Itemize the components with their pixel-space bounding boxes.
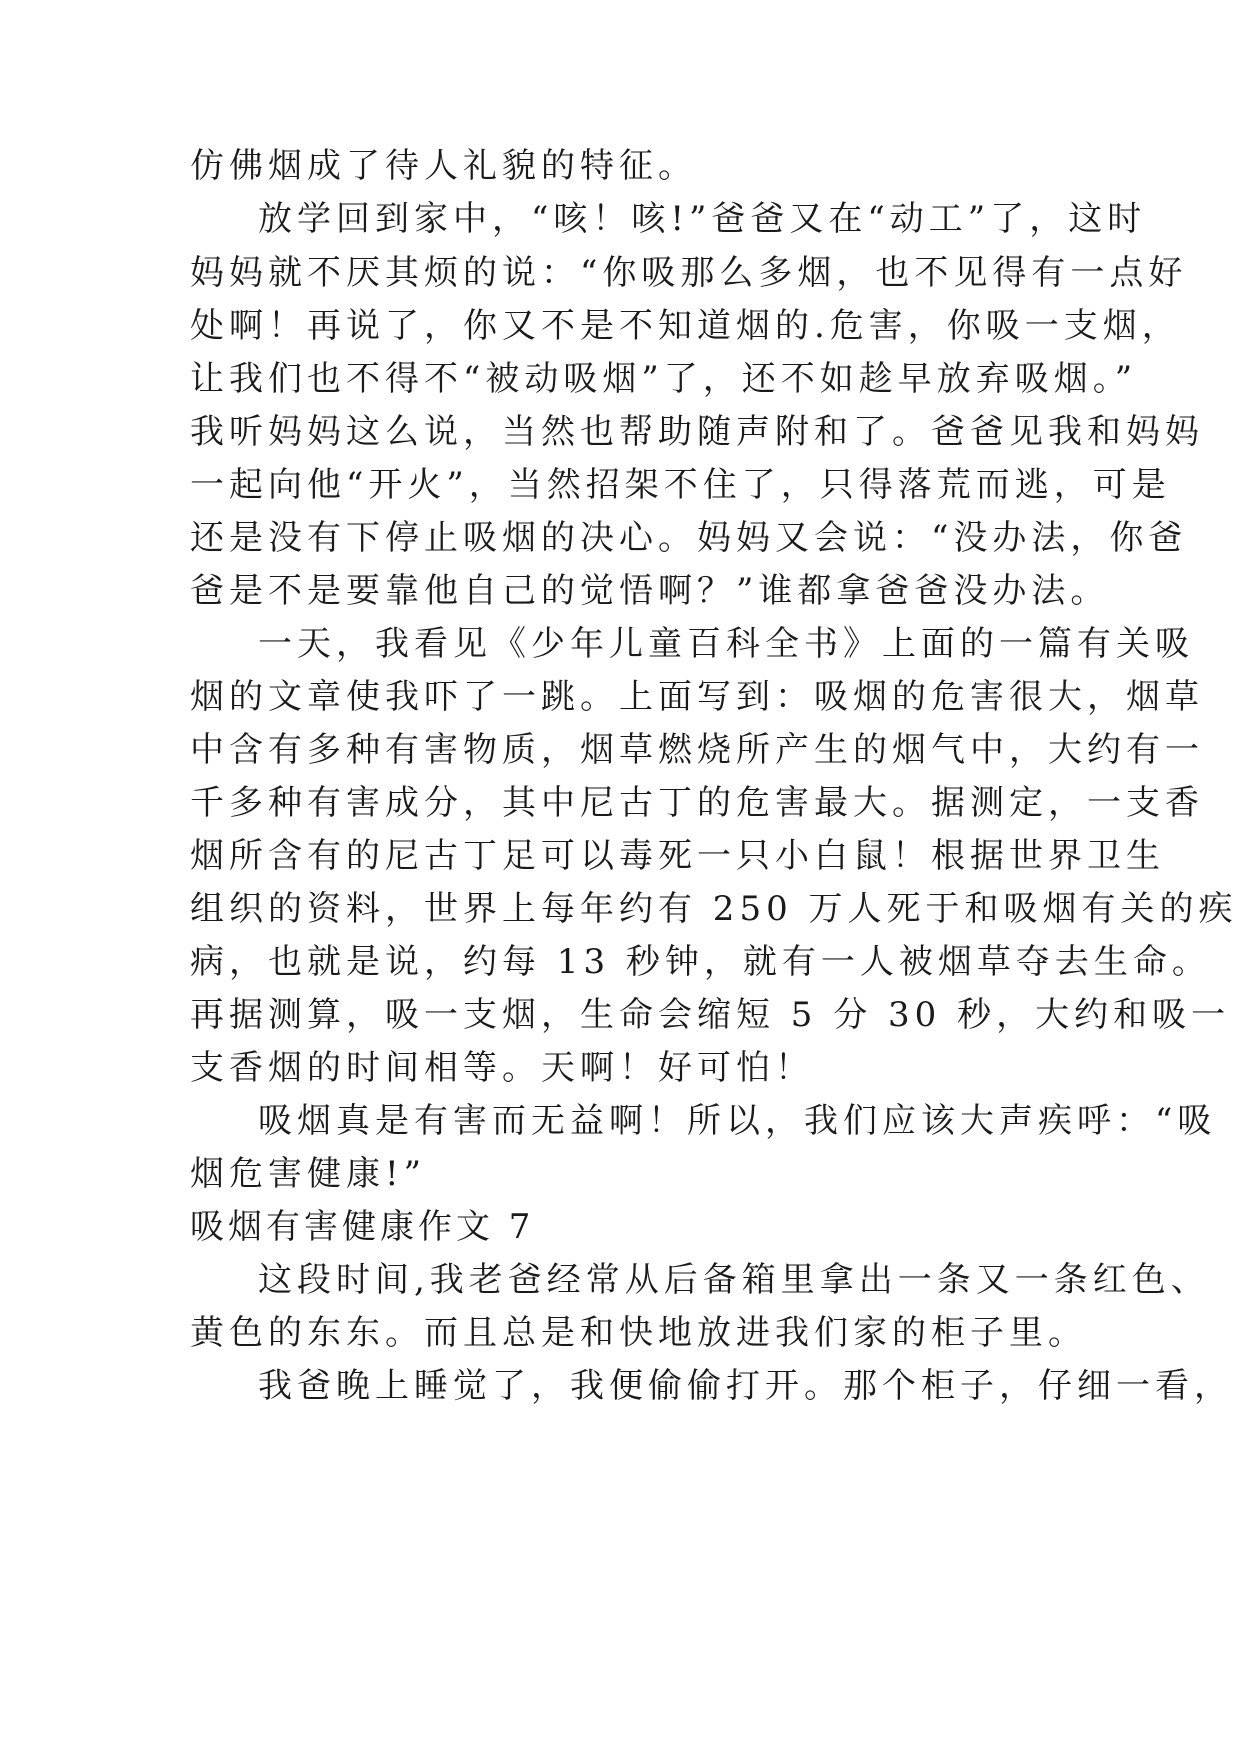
text-line: 黄色的东东。而且总是和快地放进我们家的柜子里。: [190, 1313, 1087, 1353]
text-line: 一起向他“开火”，当然招架不住了，只得落荒而逃，可是: [190, 465, 1171, 505]
text-line: 仿佛烟成了待人礼貌的特征。: [190, 146, 697, 186]
text-line: 病，也就是说，约每 13 秒钟，就有一人被烟草夺去生命。: [190, 942, 1211, 982]
text-line: 千多种有害成分，其中尼古丁的危害最大。据测定，一支香: [190, 783, 1204, 823]
text-line: 烟所含有的尼古丁足可以毒死一只小白鼠！根据世界卫生: [190, 836, 1165, 876]
text-line: 妈妈就不厌其烦的说：“你吸那么多烟，也不见得有一点好: [190, 253, 1188, 293]
text-line: 再据测算，吸一支烟，生命会缩短 5 分 30 秒，大约和吸一: [190, 995, 1231, 1035]
text-line: 烟危害健康!”: [190, 1154, 427, 1194]
text-line: 支香烟的时间相等。天啊！好可怕！: [190, 1048, 814, 1088]
text-line: 中含有多种有害物质，烟草燃烧所产生的烟气中，大约有一: [190, 730, 1204, 770]
section-heading: 吸烟有害健康作文 7: [190, 1207, 535, 1247]
text-line: 我听妈妈这么说，当然也帮助随声附和了。爸爸见我和妈妈: [190, 412, 1204, 452]
text-line: 烟的文章使我吓了一跳。上面写到：吸烟的危害很大，烟草: [190, 677, 1204, 717]
text-line: 让我们也不得不“被动吸烟”了，还不如趁早放弃吸烟。”: [190, 359, 1138, 399]
text-line: 还是没有下停止吸烟的决心。妈妈又会说：“没办法，你爸: [190, 518, 1188, 558]
text-line: 处啊！再说了，你又不是不知道烟的.危害，你吸一支烟，: [190, 306, 1181, 346]
text-line: 组织的资料，世界上每年约有 250 万人死于和吸烟有关的疾: [190, 889, 1238, 929]
text-line: 爸是不是要靠他自己的觉悟啊？”谁都拿爸爸没办法。: [190, 571, 1110, 611]
paragraph-first-line: 吸烟真是有害而无益啊！所以，我们应该大声疾呼：“吸: [258, 1101, 1217, 1141]
paragraph-first-line: 这段时间,我老爸经常从后备箱里拿出一条又一条红色、: [258, 1260, 1210, 1300]
paragraph-first-line: 放学回到家中，“咳！咳!”爸爸又在“动工”了，这时: [258, 199, 1147, 239]
paragraph-first-line: 我爸晚上睡觉了，我便偷偷打开。那个柜子，仔细一看，: [258, 1366, 1233, 1406]
paragraph-first-line: 一天，我看见《少年儿童百科全书》上面的一篇有关吸: [258, 624, 1194, 664]
